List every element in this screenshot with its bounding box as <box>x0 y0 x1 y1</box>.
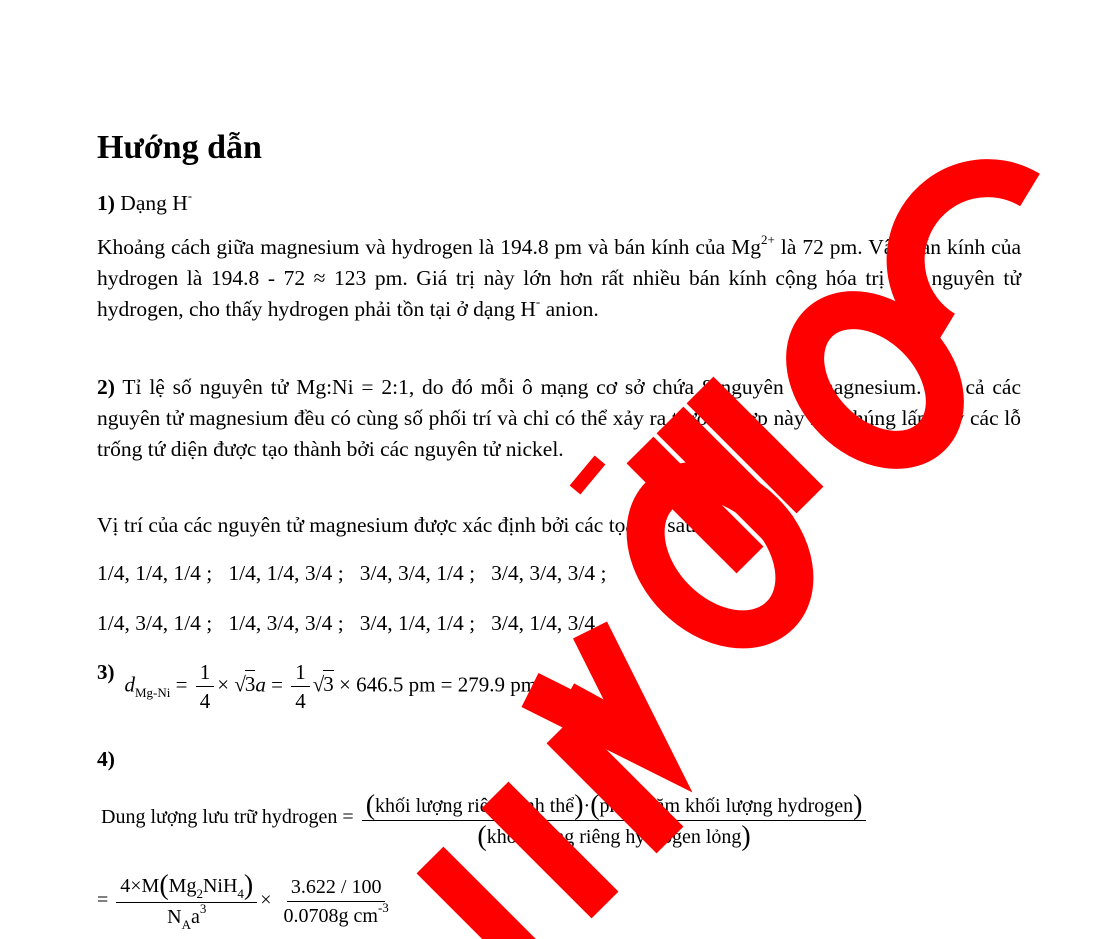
times-sign: × <box>217 672 230 697</box>
numerator-density: khối lượng riêng tinh thể <box>375 795 575 817</box>
molar-mass-label: 4×M <box>120 875 160 897</box>
equals-sign-2: = <box>271 672 283 697</box>
fraction-denominator: 4 <box>199 689 211 713</box>
paragraph-hydride-text-b: là 72 pm. Vậy bán kính của hydrogen là 194.8 - 72 ≈ 123 pm. Giá trị này lớn hơn rất nhiều bán kính cộng hóa trị của nguyên tử hydrogen, cho thấy hydrogen phải tồn tại ở dạng H <box>97 235 1021 321</box>
fraction-quarter-2 <box>291 660 310 713</box>
section-4-number: 4) <box>97 747 115 771</box>
times-sign-2: × <box>260 889 272 912</box>
coords-intro: Vị trí của các nguyên tử magnesium được xác định bởi các tọa độ sau: <box>97 513 702 537</box>
density-exponent: -3 <box>377 900 389 916</box>
storage-numerator: (khối lượng riêng tinh thể)·(phần trăm khối lượng hydrogen) <box>362 792 867 821</box>
percent-numerator: 3.622 / 100 <box>287 875 386 902</box>
formula-lhs: Dung lượng lưu trữ hydrogen = <box>101 806 354 829</box>
denominator-liquid-density: khối lượng riêng hydrogen lỏng <box>486 826 742 848</box>
section-1-text: Dạng H <box>114 191 188 215</box>
paragraph-hydride <box>97 232 1021 325</box>
coords-line-1: 1/4, 1/4, 1/4 ; 1/4, 1/4, 3/4 ; 3/4, 3/4, 1/4 ; 3/4, 3/4, 3/4 ; <box>97 561 607 585</box>
avogadro-symbol: N <box>167 906 182 928</box>
fraction-numerator-2: 1 <box>291 660 310 687</box>
molar-numerator: $4\times M(Mg_2NiH_4)$ <box>116 872 257 903</box>
storage-calculation <box>97 872 396 931</box>
fraction-quarter-1 <box>196 660 215 713</box>
dot-operator: · <box>583 795 591 817</box>
avogadro-subscript: A <box>181 917 191 932</box>
section-1-number: 1) <box>97 191 115 215</box>
h-charge-sup: - <box>535 293 541 309</box>
section-3-number: 3) <box>97 660 115 685</box>
storage-capacity-formula <box>101 790 869 852</box>
section-3-equation: 3) $d_{Mg-Ni}$ = $\frac{1}{4}$ × √3a = $\frac{1}{4}$ √3 × 646.5 pm = 279.9 pm <box>97 660 538 713</box>
molar-denominator <box>163 903 210 931</box>
paragraph-hydride-text-a: Khoảng cách giữa magnesium và hydrogen là 194.8 pm và bán kính của Mg <box>97 235 762 259</box>
distance-symbol: d <box>124 672 135 697</box>
fraction-numerator: 1 <box>196 660 215 687</box>
section-2-text: Tỉ lệ số nguyên tử Mg:Ni = 2:1, do đó mỗi ô mạng cơ sở chứa 8 nguyên tử magnesium. Tất cả các nguyên tử magnesium đều có cùng số phối trí và chỉ có thể xảy ra trường hợp này khi chúng lấp đầy các lỗ trống tứ diện được tạo thành bởi các nguyên tử nickel. <box>97 375 1021 461</box>
molar-fraction <box>116 872 257 931</box>
page-title: Hướng dẫn <box>97 129 262 166</box>
cube-sup: 3 <box>199 901 207 917</box>
mg-symbol: Mg <box>168 875 197 897</box>
coords-line-2: 1/4, 3/4, 1/4 ; 1/4, 3/4, 3/4 ; 3/4, 1/4, 1/4 ; 3/4, 1/4, 3/4 <box>97 611 596 635</box>
section-2 <box>97 372 1021 465</box>
paragraph-hydride-text-c: anion. <box>540 297 599 321</box>
distance-value: × 646.5 pm = 279.9 pm <box>338 672 538 697</box>
liquid-density-value: 0.0708g cm <box>283 905 378 927</box>
nih-symbol: NiH <box>202 875 238 897</box>
equals-sign-3: = <box>97 889 109 912</box>
numerator-mass-percent: phần trăm khối lượng hydrogen <box>599 795 854 817</box>
h-subscript: 4 <box>237 886 244 901</box>
distance-subscript: Mg-Ni <box>135 685 171 701</box>
watermark-letter-a <box>530 630 650 750</box>
fraction-denominator-2: 4 <box>295 689 306 713</box>
storage-denominator: (khối lượng riêng hydrogen lỏng) <box>477 821 751 852</box>
storage-fraction <box>362 790 867 852</box>
cell-constant: a <box>190 906 200 928</box>
equals-sign: = <box>175 672 188 697</box>
mg-subscript: 2 <box>196 886 203 901</box>
lattice-constant-symbol: a <box>255 672 266 697</box>
percent-fraction <box>280 875 393 928</box>
sqrt-3: 3 <box>244 672 256 697</box>
percent-denominator <box>280 902 393 928</box>
section-1 <box>97 188 1021 219</box>
sqrt-3-b: 3 <box>323 672 334 697</box>
mg-charge-sup: 2+ <box>761 231 775 247</box>
section-1-sup: - <box>187 187 193 203</box>
section-2-number: 2) <box>97 375 115 399</box>
